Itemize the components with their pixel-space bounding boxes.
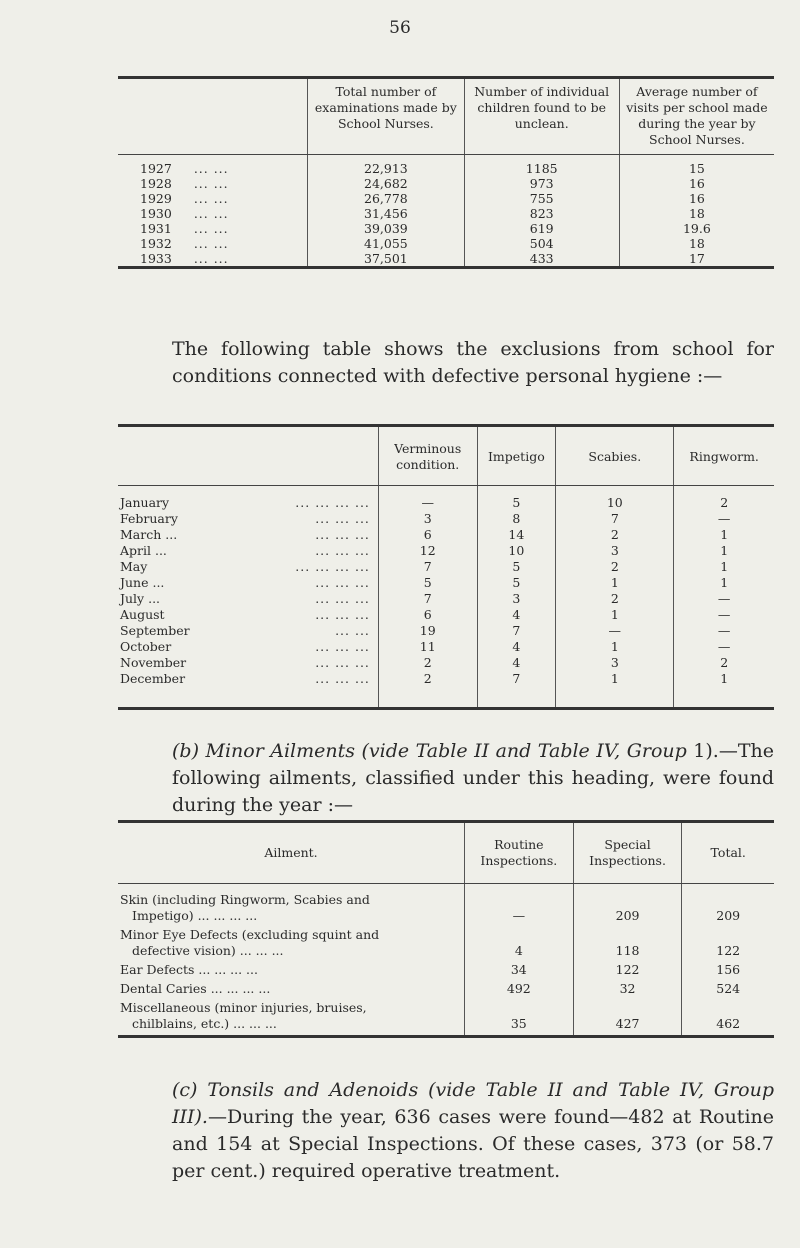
table-row <box>118 559 774 575</box>
ringworm-cell: — <box>674 607 774 623</box>
table-row <box>118 607 774 623</box>
impetigo-cell: 7 <box>477 671 556 709</box>
unclean-cell: 619 <box>464 221 619 236</box>
ailment-cell <box>118 981 464 1000</box>
leader-dots: ... ... ... <box>315 639 370 654</box>
leader-dots: ... ... ... <box>315 575 370 590</box>
ailment-line: Ear Defects ... ... ... ... <box>120 962 258 977</box>
table-row <box>118 575 774 591</box>
examinations-cell: 26,778 <box>308 191 464 206</box>
impetigo-column-header: Impetigo <box>477 426 556 486</box>
year-column-header <box>118 78 308 155</box>
year-cell <box>118 191 308 206</box>
impetigo-cell: 5 <box>477 559 556 575</box>
paragraph-text: —During the year, 636 cases were found—482 at Routine and 154 at Special Inspections. Of these cases, 373 (or 58.7 per cent.) required operative treatment. <box>172 1106 774 1182</box>
month-column-header <box>118 426 378 486</box>
routine-cell: 35 <box>464 1000 573 1037</box>
visits-cell: 19.6 <box>619 221 774 236</box>
unclean-cell: 433 <box>464 251 619 268</box>
month-value: July ... <box>120 591 161 606</box>
ailment-cell <box>118 962 464 981</box>
table-row <box>118 191 774 206</box>
table-row <box>118 221 774 236</box>
ailment-line-continued: defective vision) ... ... ... <box>132 943 284 958</box>
ringworm-cell: 1 <box>674 527 774 543</box>
year-cell <box>118 251 308 268</box>
unclean-cell: 755 <box>464 191 619 206</box>
month-cell <box>118 575 378 591</box>
ringworm-cell: — <box>674 511 774 527</box>
verminous-cell: — <box>378 486 477 512</box>
year-cell <box>118 176 308 191</box>
minor-ailments-table <box>118 820 774 1038</box>
table-row <box>118 486 774 512</box>
table-row <box>118 511 774 527</box>
total-cell: 156 <box>682 962 774 981</box>
verminous-cell: 7 <box>378 559 477 575</box>
leader-dots: ... ... <box>193 191 229 206</box>
scabies-cell: — <box>556 623 674 639</box>
total-cell: 209 <box>682 884 774 928</box>
impetigo-cell: 10 <box>477 543 556 559</box>
table-row <box>118 591 774 607</box>
table-row <box>118 671 774 709</box>
scabies-cell: 10 <box>556 486 674 512</box>
special-cell: 209 <box>573 884 682 928</box>
scabies-cell: 1 <box>556 671 674 709</box>
table-row <box>118 655 774 671</box>
ringworm-cell: 2 <box>674 655 774 671</box>
leader-dots: ... ... <box>193 236 229 251</box>
routine-cell: 492 <box>464 981 573 1000</box>
verminous-cell: 2 <box>378 671 477 709</box>
impetigo-cell: 4 <box>477 639 556 655</box>
year-value: 1930 <box>140 206 172 221</box>
leader-dots: ... ... <box>193 206 229 221</box>
ringworm-cell: 1 <box>674 559 774 575</box>
table-row <box>118 236 774 251</box>
ailment-cell <box>118 1000 464 1037</box>
table-row <box>118 884 774 928</box>
month-cell <box>118 527 378 543</box>
impetigo-cell: 8 <box>477 511 556 527</box>
leader-dots: ... ... ... <box>315 527 370 542</box>
year-value: 1931 <box>140 221 172 236</box>
verminous-cell: 7 <box>378 591 477 607</box>
leader-dots: ... ... <box>193 161 229 176</box>
examinations-cell: 37,501 <box>308 251 464 268</box>
verminous-cell: 12 <box>378 543 477 559</box>
verminous-cell: 2 <box>378 655 477 671</box>
leader-dots: ... ... <box>193 176 229 191</box>
section-heading: Tonsils and Adenoids (vide Table II and Table IV, Group III). <box>172 1079 774 1128</box>
verminous-cell: 6 <box>378 527 477 543</box>
month-cell <box>118 639 378 655</box>
scabies-cell: 1 <box>556 639 674 655</box>
verminous-column-header: Verminous condition. <box>378 426 477 486</box>
ringworm-cell: 2 <box>674 486 774 512</box>
month-value: June ... <box>120 575 165 590</box>
month-value: December <box>120 671 186 686</box>
table-row <box>118 155 774 177</box>
visits-cell: 16 <box>619 176 774 191</box>
ringworm-cell: — <box>674 639 774 655</box>
total-cell: 524 <box>682 981 774 1000</box>
examinations-cell: 41,055 <box>308 236 464 251</box>
scabies-cell: 2 <box>556 527 674 543</box>
special-column-header: Special Inspections. <box>573 822 682 884</box>
leader-dots: ... ... <box>193 221 229 236</box>
month-value: February <box>120 511 178 526</box>
scabies-cell: 2 <box>556 559 674 575</box>
year-value: 1932 <box>140 236 172 251</box>
month-value: May <box>120 559 148 574</box>
year-cell <box>118 221 308 236</box>
visits-cell: 18 <box>619 236 774 251</box>
impetigo-cell: 7 <box>477 623 556 639</box>
unclean-cell: 823 <box>464 206 619 221</box>
leader-dots: ... ... ... <box>315 655 370 670</box>
page-number: 56 <box>389 18 411 38</box>
table-row <box>118 927 774 962</box>
table-header-row <box>118 426 774 486</box>
month-cell <box>118 671 378 709</box>
scabies-cell: 1 <box>556 575 674 591</box>
group-number: 1 <box>693 740 706 762</box>
month-value: August <box>120 607 165 622</box>
routine-cell: 4 <box>464 927 573 962</box>
section-heading: Minor Ailments (vide Table II and Table IV, Group <box>205 740 687 762</box>
visits-cell: 15 <box>619 155 774 177</box>
month-value: November <box>120 655 187 670</box>
leader-dots: ... ... ... <box>315 607 370 622</box>
verminous-cell: 3 <box>378 511 477 527</box>
leader-dots: ... ... ... <box>315 591 370 606</box>
exclusions-intro-paragraph <box>122 336 774 390</box>
ringworm-cell: — <box>674 623 774 639</box>
visits-cell: 18 <box>619 206 774 221</box>
scabies-cell: 3 <box>556 543 674 559</box>
ailment-line: Skin (including Ringworm, Scabies and <box>120 892 370 907</box>
table-row <box>118 206 774 221</box>
impetigo-cell: 3 <box>477 591 556 607</box>
leader-dots: ... ... ... <box>315 511 370 526</box>
table-row <box>118 639 774 655</box>
year-cell <box>118 155 308 177</box>
verminous-cell: 11 <box>378 639 477 655</box>
scabies-column-header: Scabies. <box>556 426 674 486</box>
ringworm-column-header: Ringworm. <box>674 426 774 486</box>
total-column-header: Total. <box>682 822 774 884</box>
leader-dots: ... ... ... <box>315 671 370 686</box>
examinations-cell: 39,039 <box>308 221 464 236</box>
table-header-row <box>118 78 774 155</box>
section-label: (b) <box>172 740 199 762</box>
table-row <box>118 981 774 1000</box>
impetigo-cell: 5 <box>477 486 556 512</box>
special-cell: 427 <box>573 1000 682 1037</box>
verminous-cell: 5 <box>378 575 477 591</box>
year-cell <box>118 236 308 251</box>
year-value: 1927 <box>140 161 172 176</box>
table-row <box>118 527 774 543</box>
ailment-line: Minor Eye Defects (excluding squint and <box>120 927 380 942</box>
leader-dots: ... ... <box>335 623 370 638</box>
examinations-cell: 31,456 <box>308 206 464 221</box>
leader-dots: ... ... <box>193 251 229 266</box>
month-value: October <box>120 639 172 654</box>
impetigo-cell: 4 <box>477 607 556 623</box>
impetigo-cell: 5 <box>477 575 556 591</box>
month-cell <box>118 607 378 623</box>
visits-cell: 17 <box>619 251 774 268</box>
leader-dots: ... ... ... ... <box>295 559 370 574</box>
month-cell <box>118 655 378 671</box>
unclean-cell: 504 <box>464 236 619 251</box>
ailment-column-header: Ailment. <box>118 822 464 884</box>
visits-column-header: Average number of visits per school made during the year by School Nurses. <box>619 78 774 155</box>
special-cell: 32 <box>573 981 682 1000</box>
unclean-cell: 1185 <box>464 155 619 177</box>
ringworm-cell: 1 <box>674 575 774 591</box>
scabies-cell: 7 <box>556 511 674 527</box>
ringworm-cell: 1 <box>674 543 774 559</box>
month-value: April ... <box>120 543 167 558</box>
month-cell <box>118 591 378 607</box>
scabies-cell: 2 <box>556 591 674 607</box>
nurses-examinations-table <box>118 76 774 269</box>
table-row <box>118 962 774 981</box>
paragraph-text: The following table shows the exclusions from school for conditions connected with defective personal hygiene :— <box>172 338 774 387</box>
leader-dots: ... ... ... ... <box>295 495 370 510</box>
impetigo-cell: 4 <box>477 655 556 671</box>
routine-column-header: Routine Inspections. <box>464 822 573 884</box>
month-value: January <box>120 495 170 510</box>
examinations-column-header: Total number of examinations made by School Nurses. <box>308 78 464 155</box>
tonsils-paragraph <box>122 1077 774 1185</box>
routine-cell: 34 <box>464 962 573 981</box>
ringworm-cell: — <box>674 591 774 607</box>
verminous-cell: 19 <box>378 623 477 639</box>
impetigo-cell: 14 <box>477 527 556 543</box>
month-cell <box>118 543 378 559</box>
special-cell: 118 <box>573 927 682 962</box>
total-cell: 122 <box>682 927 774 962</box>
table-header-row <box>118 822 774 884</box>
ailment-line: Dental Caries ... ... ... ... <box>120 981 271 996</box>
ailment-line-continued: chilblains, etc.) ... ... ... <box>132 1016 277 1031</box>
table-row <box>118 623 774 639</box>
month-cell <box>118 559 378 575</box>
section-label: (c) <box>172 1079 198 1101</box>
table-row <box>118 1000 774 1037</box>
verminous-cell: 6 <box>378 607 477 623</box>
year-value: 1928 <box>140 176 172 191</box>
table-row <box>118 251 774 268</box>
exclusions-table <box>118 424 774 710</box>
routine-cell: — <box>464 884 573 928</box>
year-cell <box>118 206 308 221</box>
leader-dots: ... ... ... <box>315 543 370 558</box>
ailment-cell <box>118 927 464 962</box>
month-value: September <box>120 623 190 638</box>
examinations-cell: 24,682 <box>308 176 464 191</box>
ringworm-cell: 1 <box>674 671 774 709</box>
ailment-cell <box>118 884 464 928</box>
month-cell <box>118 511 378 527</box>
year-value: 1933 <box>140 251 172 266</box>
examinations-cell: 22,913 <box>308 155 464 177</box>
minor-ailments-paragraph <box>122 738 774 819</box>
total-cell: 462 <box>682 1000 774 1037</box>
unclean-column-header: Number of individual children found to be unclean. <box>464 78 619 155</box>
unclean-cell: 973 <box>464 176 619 191</box>
month-cell <box>118 623 378 639</box>
ailment-line-continued: Impetigo) ... ... ... ... <box>132 908 258 923</box>
visits-cell: 16 <box>619 191 774 206</box>
year-value: 1929 <box>140 191 172 206</box>
ailment-line: Miscellaneous (minor injuries, bruises, <box>120 1000 367 1015</box>
scabies-cell: 1 <box>556 607 674 623</box>
month-cell <box>118 486 378 512</box>
table-row <box>118 176 774 191</box>
month-value: March ... <box>120 527 178 542</box>
special-cell: 122 <box>573 962 682 981</box>
paragraph-text: ).—The following ailments, classified under this heading, were found during the year :— <box>172 740 774 816</box>
scabies-cell: 3 <box>556 655 674 671</box>
table-row <box>118 543 774 559</box>
